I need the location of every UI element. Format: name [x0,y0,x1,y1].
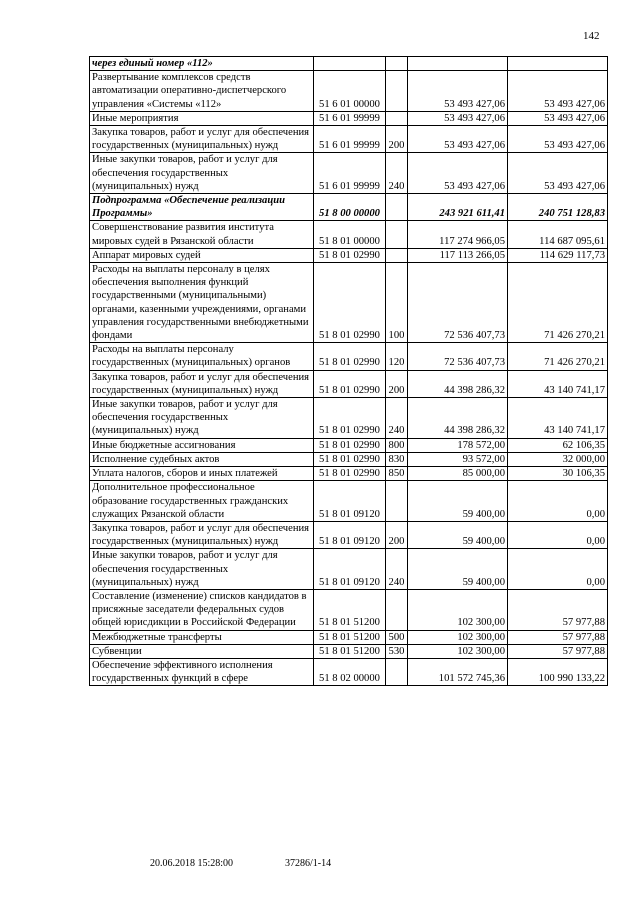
row-name-cell: Иные бюджетные ассигнования [90,438,314,452]
row-code-cell: 51 8 01 51200 [314,630,386,644]
row-value-1-cell: 59 400,00 [408,549,508,590]
row-value-2-cell: 100 990 133,22 [508,658,608,685]
table-row [90,370,608,397]
row-value-1-cell: 53 493 427,06 [408,111,508,125]
row-expense-type-cell: 530 [386,644,408,658]
row-value-1-cell: 53 493 427,06 [408,71,508,112]
table-row [90,589,608,630]
row-value-2-cell: 0,00 [508,481,608,522]
table-row [90,452,608,466]
row-name-cell: Субвенции [90,644,314,658]
row-value-2-cell: 32 000,00 [508,452,608,466]
row-value-1-cell: 59 400,00 [408,521,508,548]
table-row [90,111,608,125]
row-name-cell: Дополнительное профессиональное образование государственных гражданских служащих Рязанской области [90,481,314,522]
row-code-cell: 51 8 01 09120 [314,481,386,522]
row-code-cell: 51 8 01 00000 [314,221,386,248]
row-value-2-cell: 53 493 427,06 [508,126,608,153]
row-code-cell: 51 8 01 02990 [314,370,386,397]
row-expense-type-cell: 240 [386,549,408,590]
row-code-cell: 51 8 01 02990 [314,438,386,452]
row-value-2-cell: 30 106,35 [508,467,608,481]
row-value-2-cell: 0,00 [508,521,608,548]
row-name-cell: Подпрограмма «Обеспечение реализации Программы» [90,194,314,221]
row-value-2-cell: 71 426 270,21 [508,263,608,343]
row-name-cell: Совершенствование развития института мировых судей в Рязанской области [90,221,314,248]
table-row [90,549,608,590]
row-code-cell: 51 8 01 51200 [314,589,386,630]
row-code-cell [314,57,386,71]
row-expense-type-cell: 240 [386,153,408,194]
footer-doc-number: 37286/1-14 [285,858,332,869]
row-expense-type-cell [386,71,408,112]
row-expense-type-cell [386,589,408,630]
row-value-2-cell: 53 493 427,06 [508,71,608,112]
table-row [90,630,608,644]
row-expense-type-cell [386,221,408,248]
row-expense-type-cell: 800 [386,438,408,452]
row-code-cell: 51 8 01 02990 [314,263,386,343]
row-name-cell: Расходы на выплаты персоналу в целях обеспечения выполнения функций государственными (муниципальными) органами, казенными учреждениями, органами управления государственными внебюджетными фондами [90,263,314,343]
row-code-cell: 51 8 01 02990 [314,452,386,466]
row-expense-type-cell: 830 [386,452,408,466]
row-value-2-cell: 43 140 741,17 [508,370,608,397]
row-name-cell: Расходы на выплаты персоналу государственных (муниципальных) органов [90,343,314,370]
row-expense-type-cell [386,248,408,262]
row-value-1-cell [408,57,508,71]
row-value-1-cell: 102 300,00 [408,644,508,658]
row-name-cell: Составление (изменение) списков кандидатов в присяжные заседатели федеральных судов общей юрисдикции в Российской Федерации [90,589,314,630]
row-value-1-cell: 72 536 407,73 [408,263,508,343]
row-name-cell: Иные закупки товаров, работ и услуг для обеспечения государственных (муниципальных) нужд [90,398,314,439]
row-expense-type-cell [386,481,408,522]
row-value-1-cell: 117 113 266,05 [408,248,508,262]
row-value-2-cell: 57 977,88 [508,589,608,630]
row-name-cell: Закупка товаров, работ и услуг для обеспечения государственных (муниципальных) нужд [90,521,314,548]
row-code-cell: 51 8 00 00000 [314,194,386,221]
row-value-1-cell: 243 921 611,41 [408,194,508,221]
footer-datetime: 20.06.2018 15:28:00 [150,858,234,869]
row-value-2-cell: 114 629 117,73 [508,248,608,262]
row-code-cell: 51 8 02 00000 [314,658,386,685]
row-value-2-cell: 57 977,88 [508,630,608,644]
row-value-2-cell: 53 493 427,06 [508,153,608,194]
table-row [90,467,608,481]
row-value-1-cell: 53 493 427,06 [408,126,508,153]
row-value-2-cell: 62 106,35 [508,438,608,452]
table-row [90,194,608,221]
budget-table [89,56,608,686]
row-value-1-cell: 178 572,00 [408,438,508,452]
table-row [90,481,608,522]
row-value-2-cell [508,57,608,71]
table-row [90,644,608,658]
row-code-cell: 51 8 01 09120 [314,521,386,548]
table-row [90,153,608,194]
row-name-cell: Иные закупки товаров, работ и услуг для обеспечения государственных (муниципальных) нужд [90,153,314,194]
row-value-2-cell: 53 493 427,06 [508,111,608,125]
page-number: 142 [583,30,600,42]
row-code-cell: 51 8 01 09120 [314,549,386,590]
row-value-1-cell: 59 400,00 [408,481,508,522]
row-name-cell: Закупка товаров, работ и услуг для обеспечения государственных (муниципальных) нужд [90,126,314,153]
table-row [90,71,608,112]
row-value-1-cell: 44 398 286,32 [408,370,508,397]
row-name-cell: Аппарат мировых судей [90,248,314,262]
row-expense-type-cell: 200 [386,521,408,548]
row-name-cell: Обеспечение эффективного исполнения государственных функций в сфере [90,658,314,685]
table-row [90,343,608,370]
row-value-2-cell: 43 140 741,17 [508,398,608,439]
row-expense-type-cell: 200 [386,126,408,153]
row-expense-type-cell [386,111,408,125]
row-name-cell: Развертывание комплексов средств автоматизации оперативно-диспетчерского управления «Системы «112» [90,71,314,112]
row-code-cell: 51 6 01 99999 [314,126,386,153]
row-code-cell: 51 6 01 99999 [314,153,386,194]
row-code-cell: 51 8 01 02990 [314,343,386,370]
row-name-cell: Закупка товаров, работ и услуг для обеспечения государственных (муниципальных) нужд [90,370,314,397]
table-row [90,248,608,262]
row-name-cell: Иные закупки товаров, работ и услуг для обеспечения государственных (муниципальных) нужд [90,549,314,590]
row-value-1-cell: 44 398 286,32 [408,398,508,439]
table-row [90,398,608,439]
row-expense-type-cell: 200 [386,370,408,397]
row-code-cell: 51 8 01 51200 [314,644,386,658]
row-code-cell: 51 8 01 02990 [314,467,386,481]
row-value-1-cell: 102 300,00 [408,589,508,630]
row-expense-type-cell: 100 [386,263,408,343]
row-name-cell: Уплата налогов, сборов и иных платежей [90,467,314,481]
row-value-1-cell: 72 536 407,73 [408,343,508,370]
table-row [90,438,608,452]
table-row [90,521,608,548]
row-code-cell: 51 8 01 02990 [314,248,386,262]
row-expense-type-cell: 240 [386,398,408,439]
row-expense-type-cell [386,57,408,71]
row-value-1-cell: 102 300,00 [408,630,508,644]
table-row [90,126,608,153]
row-code-cell: 51 6 01 99999 [314,111,386,125]
row-value-1-cell: 101 572 745,36 [408,658,508,685]
row-name-cell: через единый номер «112» [90,57,314,71]
row-expense-type-cell: 120 [386,343,408,370]
row-code-cell: 51 8 01 02990 [314,398,386,439]
row-value-1-cell: 85 000,00 [408,467,508,481]
row-expense-type-cell [386,658,408,685]
table-row [90,221,608,248]
row-value-2-cell: 114 687 095,61 [508,221,608,248]
table-body [90,57,608,686]
row-expense-type-cell: 500 [386,630,408,644]
table-row [90,57,608,71]
row-value-2-cell: 240 751 128,83 [508,194,608,221]
row-value-1-cell: 53 493 427,06 [408,153,508,194]
row-value-2-cell: 71 426 270,21 [508,343,608,370]
row-code-cell: 51 6 01 00000 [314,71,386,112]
row-value-2-cell: 57 977,88 [508,644,608,658]
table-row [90,263,608,343]
row-expense-type-cell: 850 [386,467,408,481]
row-name-cell: Иные мероприятия [90,111,314,125]
row-name-cell: Исполнение судебных актов [90,452,314,466]
row-value-2-cell: 0,00 [508,549,608,590]
row-expense-type-cell [386,194,408,221]
row-value-1-cell: 117 274 966,05 [408,221,508,248]
table-row [90,658,608,685]
row-name-cell: Межбюджетные трансферты [90,630,314,644]
row-value-1-cell: 93 572,00 [408,452,508,466]
